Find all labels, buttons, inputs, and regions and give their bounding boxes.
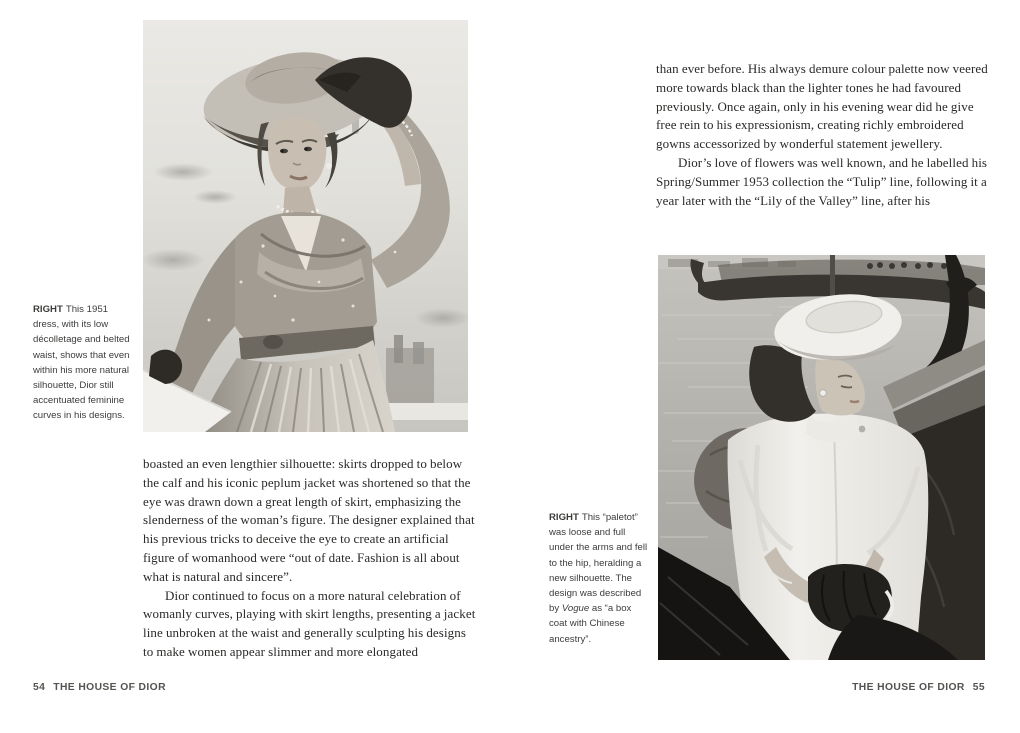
body-paragraph: Dior’s love of flowers was well known, and he labelled his Spring/Summer 1953 collection the “Tulip” line, following it a year later with the “Lily of the Valley” line, after his bbox=[656, 154, 988, 208]
caption-text: This “paletot” was loose and full under the arms and fell to the hip, heralding a new silhouette. The design was described by bbox=[549, 512, 648, 615]
right-body-text bbox=[656, 60, 992, 210]
coat-pin bbox=[859, 426, 866, 433]
left-photo bbox=[143, 20, 468, 432]
caption-text: as “a box coat with Chinese ancestry”. bbox=[549, 603, 632, 645]
left-page-footer bbox=[33, 682, 166, 693]
body-paragraph: boasted an even lengthier silhouette: skirts dropped to below the calf and his iconic peplum jacket was shortened so that the eye was drawn down a great length of skirt, emphasizing the slenderness of the woman’s figure. The designer explained that his previous tricks to deceive the eye to create an artificial figure of womanhood were “out of date. Fashion is all about what is natural and sincere”. bbox=[143, 456, 475, 584]
right-page-footer bbox=[852, 682, 985, 693]
page-number: 55 bbox=[972, 682, 985, 693]
left-body-text bbox=[143, 455, 479, 662]
right-photo-illustration bbox=[658, 255, 985, 660]
caption-label: RIGHT bbox=[33, 304, 63, 315]
right-photo-caption bbox=[549, 510, 652, 647]
caption-text: This 1951 dress, with its low décolletage and belted waist, shows that even within his more natural silhouette, Dior still accentuated feminine curves in his designs. bbox=[33, 304, 130, 422]
left-photo-illustration bbox=[143, 20, 468, 432]
pearl-earring bbox=[820, 390, 827, 397]
right-photo bbox=[658, 255, 985, 660]
lips bbox=[850, 401, 859, 402]
earring bbox=[326, 163, 332, 169]
left-photo-caption bbox=[33, 302, 134, 424]
body-paragraph: Dior continued to focus on a more natural celebration of womanly curves, playing with skirt lengths, presenting a jacket line unbroken at the waist and generally sculpting his designs to make women appear slimmer and more elongated bbox=[143, 587, 476, 659]
page-number: 54 bbox=[33, 682, 46, 693]
body-paragraph: than ever before. His always demure colour palette now veered more towards black than the lighter tones he had favoured previously. Once again, only in his evening wear did he give free rein to his expressionism, creating richly embroidered gowns accessorized by wonderful statement jewellery. bbox=[656, 61, 988, 152]
running-title: THE HOUSE OF DIOR bbox=[53, 682, 166, 693]
caption-label: RIGHT bbox=[549, 512, 579, 523]
running-title: THE HOUSE OF DIOR bbox=[852, 682, 965, 693]
belt-buckle bbox=[263, 335, 283, 349]
vogue-italic: Vogue bbox=[561, 603, 590, 615]
